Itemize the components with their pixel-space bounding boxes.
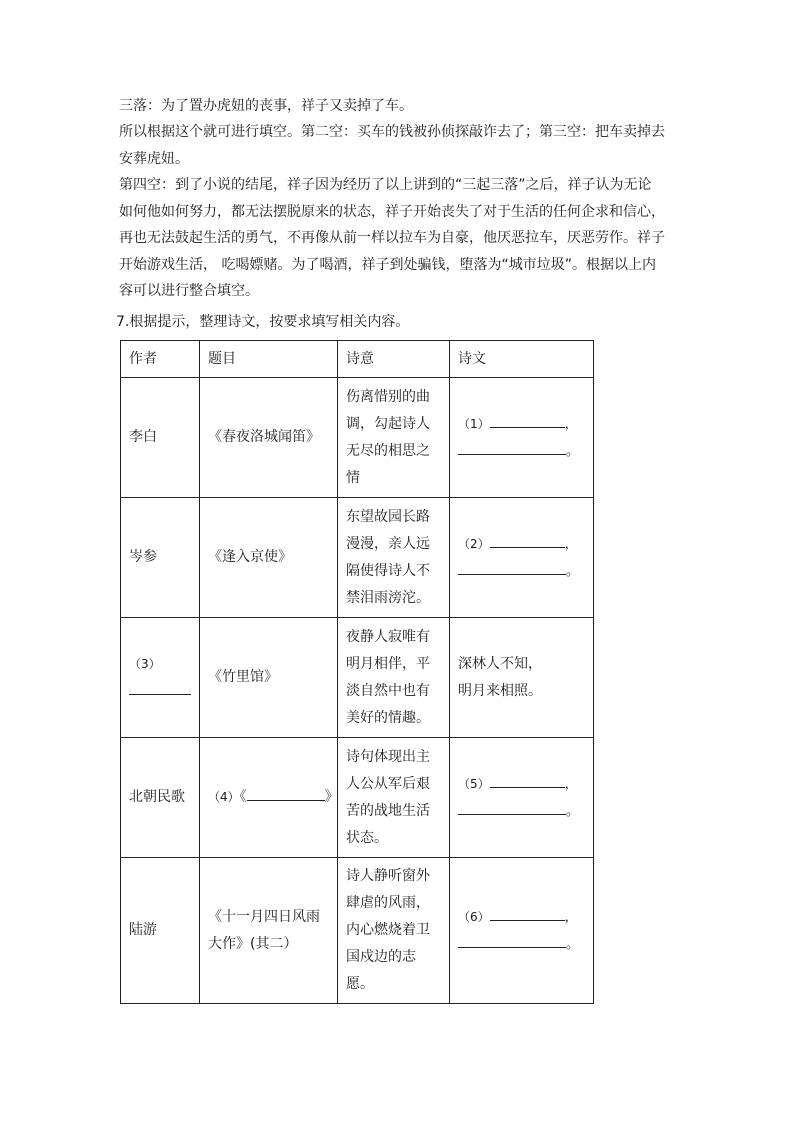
title-cell: 《逢入京使》 [200,498,338,618]
meaning-line: 愿。 [346,976,374,992]
answer-blank[interactable] [129,680,191,695]
meaning-line: 美好的情趣。 [346,709,430,726]
title-cell: 《春夜洛城闻笛》 [200,378,338,498]
meaning-cell [338,378,450,498]
meaning-line: 明月相伴，平 [346,655,430,672]
answer-line-2: 。 [458,558,593,585]
table-row [121,738,594,858]
meaning-line: 调，勾起诗人 [346,415,430,432]
question-instruction: 7.根据提示，整理诗文，按要求填写相关内容。 [116,314,410,330]
verse-cell [450,498,594,618]
verse-cell [450,858,594,1004]
meaning-line: 状态。 [346,829,388,846]
answer-blank[interactable] [490,906,565,921]
title-cell [200,858,338,1004]
meaning-line: 漫漫，亲人远 [346,535,430,552]
header-author: 作者 [121,341,200,378]
paragraph-blank-4 [119,172,679,305]
meaning-cell [338,738,450,858]
answer-line-2: 。 [458,931,593,958]
meaning-cell [338,858,450,1004]
header-verse: 诗文 [450,341,594,378]
author-cell: （3） [121,618,200,738]
meaning-line: 夜静人寂唯有 [346,628,430,645]
text-line: 第四空：到了小说的结尾，祥子因为经历了以上讲到的“三起三落”之后，祥子认为无论 [119,177,652,193]
header-meaning: 诗意 [338,341,450,378]
header-title: 题目 [200,341,338,378]
verse-cell [450,618,594,738]
meaning-line: 淡自然中也有 [346,682,430,699]
title-cell: （4）《 》 [200,738,338,858]
answer-line-1: （6） ， [458,904,593,931]
answer-line-2: 。 [458,798,593,825]
meaning-line: 诗句体现出主 [346,748,430,765]
meaning-line: 苦的战地生活 [346,802,430,819]
author-cell: 北朝民歌 [121,738,200,858]
answer-line-2: 。 [458,438,593,465]
answer-blank[interactable] [490,533,565,548]
text-line: 安葬虎妞。 [119,150,189,167]
author-cell: 李白 [121,378,200,498]
verse-line: 明月来相照。 [458,682,542,699]
meaning-line: 人公从军后艰 [346,775,430,792]
meaning-line: 国戍边的志 [346,949,416,965]
text-line: 所以根据这个就可进行填空。第二空：买车的钱被孙侦探敲诈去了；第三空：把车卖掉去 [119,124,665,140]
answer-blank[interactable] [458,933,566,948]
author-cell: 岑参 [121,498,200,618]
meaning-cell [338,498,450,618]
table-row [121,498,594,618]
table-header-row [121,341,594,378]
poem-table [120,340,594,1004]
meaning-line: 情 [346,469,360,486]
verse-line: 深林人不知， [458,655,542,672]
text-line: 开始游戏生活， 吃喝嫖赌。为了喝酒，祥子到处骗钱，堕落为“城市垃圾”。根据以上内 [119,256,656,273]
table-row [121,858,594,1004]
answer-blank[interactable] [458,560,566,575]
table-row [121,378,594,498]
answer-blank[interactable] [458,800,566,815]
text-line: 三落：为了置办虎妞的丧事，祥子又卖掉了车。 [119,98,413,114]
answer-blank[interactable] [490,773,565,788]
meaning-line: 无尽的相思之 [346,442,430,459]
meaning-line: 内心燃烧着卫 [346,922,430,938]
answer-blank[interactable] [458,440,566,455]
meaning-line: 伤离惜别的曲 [346,388,430,405]
answer-blank[interactable] [247,786,325,801]
paragraph-third-fall [119,93,679,120]
answer-line-1: （5） ， [458,771,593,798]
meaning-cell [338,618,450,738]
title-line: 大作》(其二） [208,935,298,952]
author-cell: 陆游 [121,858,200,1004]
table-row [121,618,594,738]
answer-line-1: （1） ， [458,411,593,438]
title-line: 《十一月四日风雨 [208,908,320,925]
verse-cell [450,378,594,498]
meaning-line: 隔使得诗人不 [346,562,430,579]
answer-blank[interactable] [490,413,565,428]
answer-line-1: （2） ， [458,531,593,558]
paragraph-blanks-2-3 [119,119,679,172]
text-line: 再也无法鼓起生活的勇气，不再像从前一样以拉车为自豪，他厌恶拉车，厌恶劳作。祥子 [119,230,665,246]
meaning-line: 肆虐的风雨， [346,895,430,911]
text-line: 容可以进行整合填空。 [119,283,259,299]
meaning-line: 东望故园长路 [346,508,430,525]
title-cell: 《竹里馆》 [200,618,338,738]
meaning-line: 诗人静听窗外 [346,868,430,884]
meaning-line: 禁泪雨滂沱。 [346,589,430,606]
text-line: 如何他如何努力，都无法摆脱原来的状态，祥子开始丧失了对于生活的任何企求和信心， [119,203,665,220]
verse-cell [450,738,594,858]
